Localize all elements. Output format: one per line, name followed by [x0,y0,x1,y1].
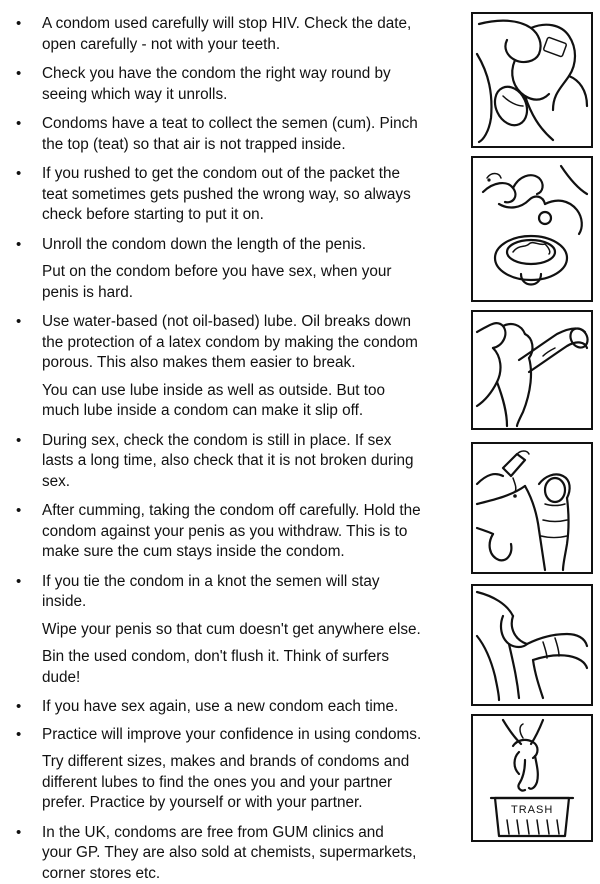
withdraw-drawing [473,586,591,704]
illustration-bin [471,714,593,842]
bullet-glyph: • [16,14,21,35]
paragraph: You can use lube inside as well as outside. But too much lube inside a condom can make it slip off. [0,381,455,422]
open-packet-drawing [473,14,591,146]
list-item: • Unroll the condom down the length of the penis. [0,235,455,256]
bullet-glyph: • [16,823,21,844]
list-item: • Condoms have a teat to collect the semen (cum). Pinch the top (teat) so that air is not trapped inside. [0,114,455,155]
list-item: • If you tie the condom in a knot the semen will stay inside. [0,572,455,613]
bullet-glyph: • [16,572,21,593]
bullet-glyph: • [16,164,21,185]
trash-label: TRASH [511,804,553,816]
bullet-glyph: • [16,235,21,256]
list-item: • In the UK, condoms are free from GUM clinics and your GP. They are also sold at chemists, supermarkets, corner stores etc. [0,823,455,884]
illustration-lube [471,442,593,574]
list-item: • If you have sex again, use a new condom each time. [0,697,455,718]
illustration-withdraw [471,584,593,706]
instructions-text [0,14,455,884]
paragraph: Bin the used condom, don't flush it. Think of surfers dude! [0,647,455,688]
pinch-teat-drawing [473,158,591,300]
list-item: • Use water-based (not oil-based) lube. Oil breaks down the protection of a latex condom by making the condom porous. This also makes them easier to break. [0,312,455,374]
list-item: • During sex, check the condom is still in place. If sex lasts a long time, also check that it is not broken during sex. [0,431,455,493]
bullet-glyph: • [16,64,21,85]
unroll-drawing [473,312,591,428]
illustration-pinch-teat [471,156,593,302]
bullet-glyph: • [16,312,21,333]
bin-drawing [473,716,591,840]
bullet-glyph: • [16,501,21,522]
list-item: • Practice will improve your confidence in using condoms. [0,725,455,746]
bullet-glyph: • [16,697,21,718]
paragraph: Put on the condom before you have sex, when your penis is hard. [0,262,455,303]
paragraph: Try different sizes, makes and brands of condoms and different lubes to find the ones you and your partner prefer. Practice by yourself or with your partner. [0,752,455,814]
list-item: • After cumming, taking the condom off carefully. Hold the condom against your penis as you withdraw. This is to make sure the cum stays inside the condom. [0,501,455,563]
bullet-glyph: • [16,114,21,135]
list-item: • A condom used carefully will stop HIV. Check the date, open carefully - not with your teeth. [0,14,455,55]
illustration-open-packet [471,12,593,148]
list-item: • If you rushed to get the condom out of the packet the teat sometimes gets pushed the wrong way, so always check before starting to put it on. [0,164,455,226]
list-item: • Check you have the condom the right way round by seeing which way it unrolls. [0,64,455,105]
bullet-glyph: • [16,725,21,746]
paragraph: Wipe your penis so that cum doesn't get anywhere else. [0,620,455,641]
illustration-unroll [471,310,593,430]
bullet-glyph: • [16,431,21,452]
lube-drawing [473,444,591,572]
